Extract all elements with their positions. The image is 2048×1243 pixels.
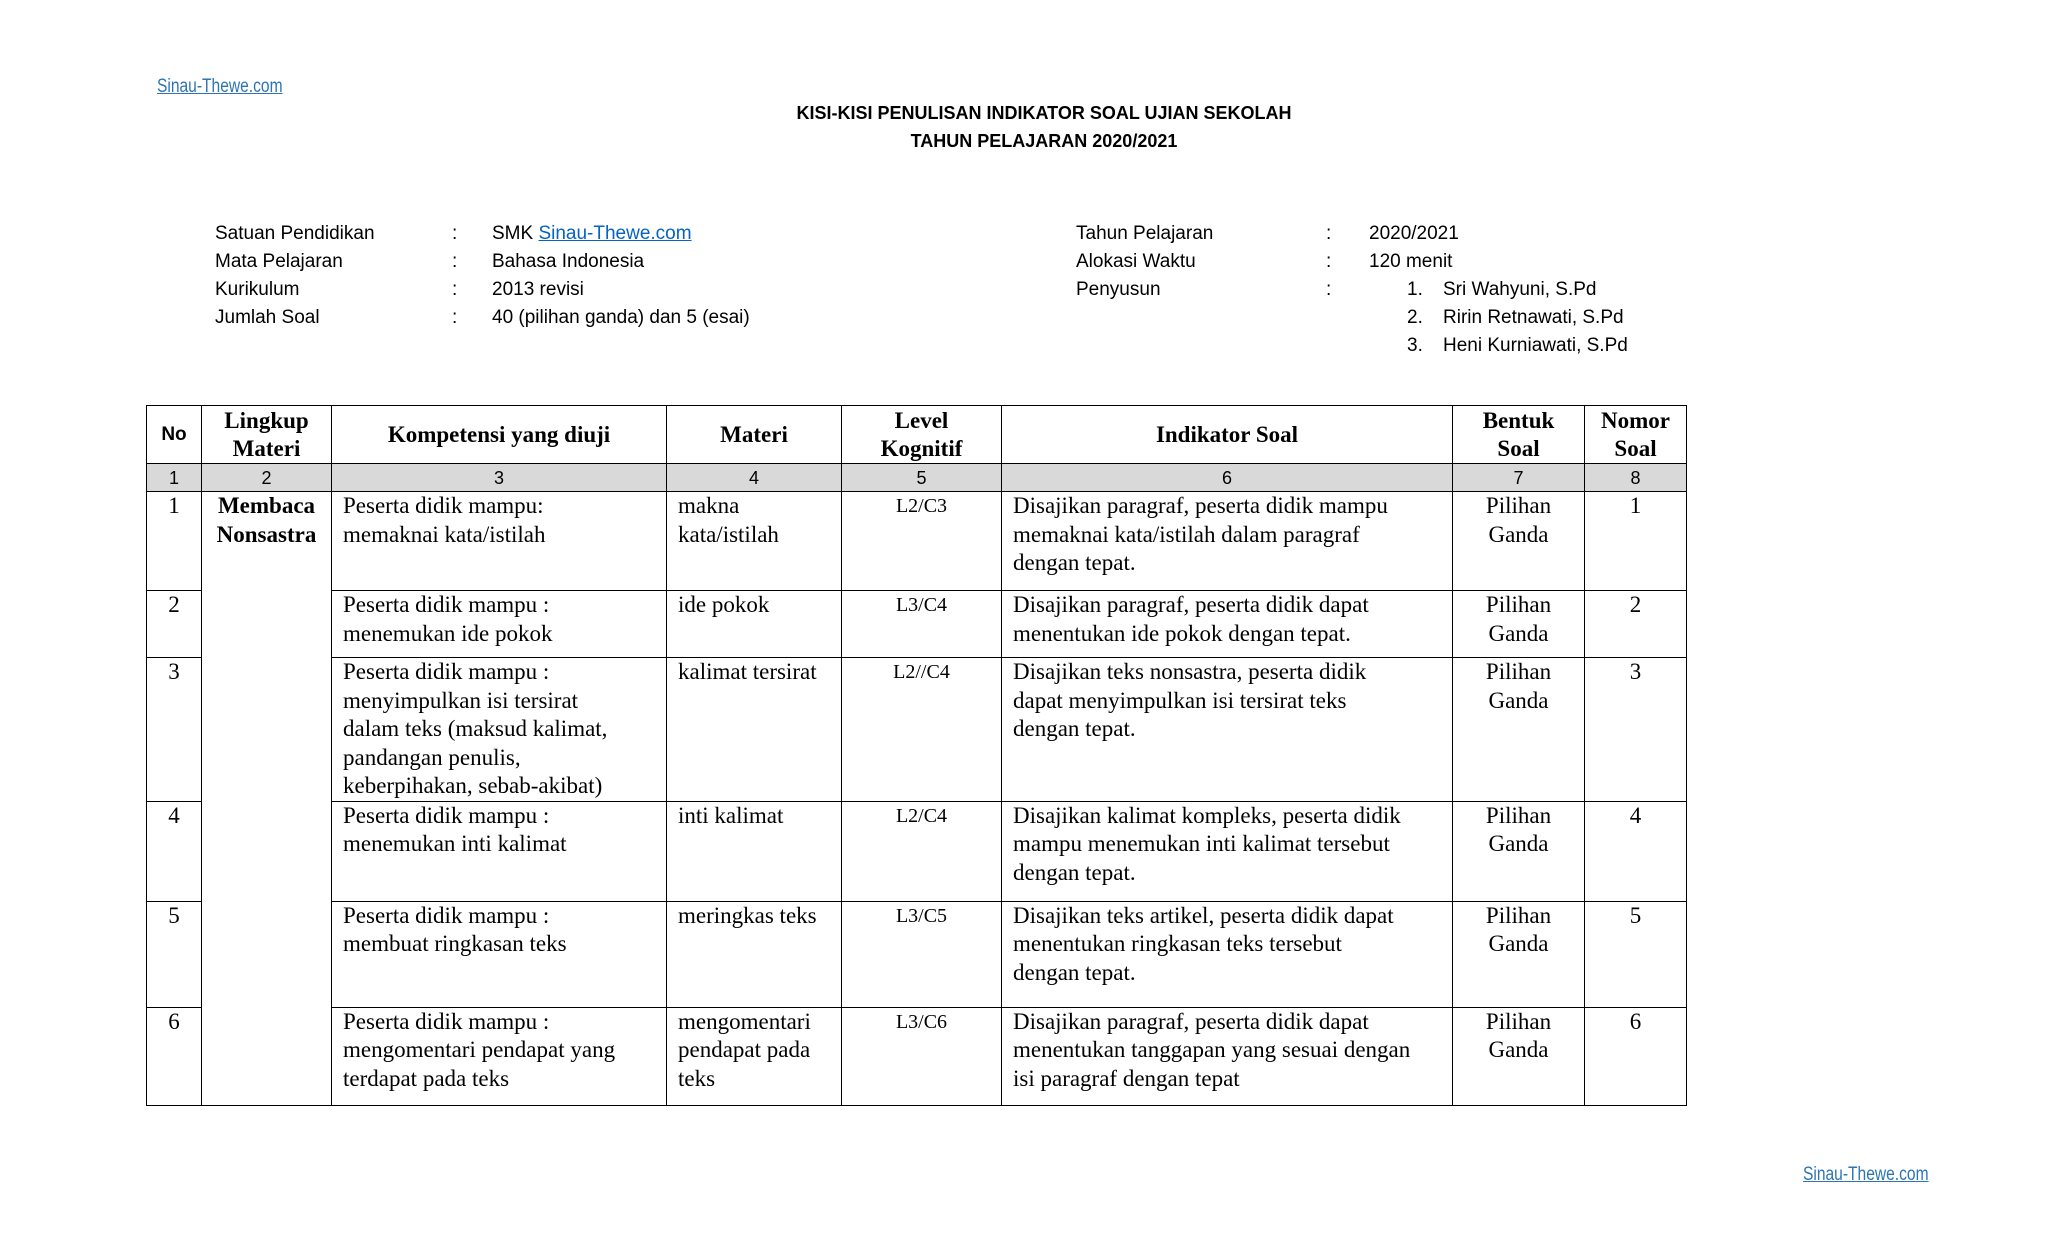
- header-line: Nomor: [1601, 407, 1670, 433]
- watermark-link-bottom[interactable]: Sinau-Thewe.com: [1803, 1164, 1929, 1185]
- cell-level: L2/C4: [842, 801, 1002, 901]
- header-line: Soal: [1614, 435, 1657, 461]
- header-nomor-soal: [1585, 406, 1687, 464]
- cell-materi: [667, 1007, 842, 1105]
- cell-line: meringkas teks: [678, 902, 817, 928]
- cell-level: L2//C4: [842, 658, 1002, 802]
- cell-line: Pilihan: [1485, 592, 1552, 617]
- cell-nomor: 6: [1585, 1007, 1687, 1105]
- cell-line: menemukan inti kalimat: [343, 831, 567, 856]
- cell-line: dengan tepat.: [1013, 550, 1136, 575]
- header-kompetensi: Kompetensi yang diuji: [332, 406, 667, 464]
- cell-line: kata/istilah: [678, 521, 779, 547]
- cell-line: dalam teks (maksud kalimat,: [343, 716, 608, 741]
- cell-line: pandangan penulis,: [343, 744, 521, 770]
- cell-line: dengan tepat.: [1013, 859, 1136, 885]
- cell-indikator: [1002, 901, 1453, 1007]
- column-index: 3: [332, 464, 667, 492]
- cell-indikator: [1002, 801, 1453, 901]
- cell-line: Peserta didik mampu :: [343, 659, 550, 684]
- cell-line: menemukan ide pokok: [343, 620, 553, 646]
- cell-materi: [667, 591, 842, 658]
- cell-line: Disajikan paragraf, peserta didik dapat: [1013, 1008, 1369, 1034]
- cell-line: Disajikan teks nonsastra, peserta didik: [1013, 659, 1367, 684]
- cell-materi: [667, 901, 842, 1007]
- cell-nomor: 2: [1585, 591, 1687, 658]
- cell-line: Pilihan: [1485, 659, 1552, 684]
- penyusun-number: 2.: [1407, 307, 1423, 328]
- info-value: 40 (pilihan ganda) dan 5 (esai): [492, 307, 750, 328]
- cell-line: Peserta didik mampu :: [343, 802, 550, 828]
- cell-nomor: 4: [1585, 801, 1687, 901]
- cell-level: L3/C6: [842, 1007, 1002, 1105]
- info-value: [492, 220, 692, 248]
- cell-nomor: 1: [1585, 492, 1687, 591]
- cell-line: menentukan ide pokok dengan tepat.: [1013, 620, 1351, 646]
- info-value: 2013 revisi: [492, 279, 584, 300]
- cell-line: Nonsastra: [216, 521, 317, 547]
- penyusun-row: [1076, 332, 1776, 360]
- cell-line: mengomentari pendapat yang: [343, 1037, 616, 1062]
- header-line: Level: [894, 407, 949, 433]
- cell-line: isi paragraf dengan tepat: [1013, 1065, 1240, 1091]
- header-no: No: [147, 406, 202, 464]
- info-row-kurikulum: [215, 276, 915, 304]
- cell-line: kalimat tersirat: [678, 659, 817, 684]
- info-row-penyusun: [1076, 276, 1776, 304]
- cell-kompetensi: [332, 492, 667, 591]
- cell-bentuk: [1453, 658, 1585, 802]
- cell-line: Disajikan paragraf, peserta didik mampu: [1013, 493, 1388, 518]
- column-index: 7: [1453, 464, 1585, 492]
- column-index: 8: [1585, 464, 1687, 492]
- info-colon: :: [1326, 279, 1332, 300]
- cell-line: dapat menyimpulkan isi tersirat teks: [1013, 687, 1347, 713]
- cell-line: keberpihakan, sebab-akibat): [343, 773, 603, 798]
- cell-kompetensi: [332, 901, 667, 1007]
- cell-line: memaknai kata/istilah dalam paragraf: [1013, 521, 1360, 547]
- header-lingkup-materi: [202, 406, 332, 464]
- info-label: Jumlah Soal: [215, 307, 320, 328]
- cell-line: Peserta didik mampu :: [343, 592, 550, 617]
- cell-no: 2: [147, 591, 202, 658]
- cell-line: memaknai kata/istilah: [343, 521, 546, 547]
- cell-no: 5: [147, 901, 202, 1007]
- cell-line: ide pokok: [678, 592, 770, 617]
- penyusun-name: Sri Wahyuni, S.Pd: [1443, 279, 1597, 300]
- cell-line: Pilihan: [1485, 493, 1552, 518]
- cell-materi: [667, 658, 842, 802]
- cell-line: Pilihan: [1485, 802, 1552, 828]
- info-block-right: [1076, 220, 1776, 360]
- cell-kompetensi: [332, 801, 667, 901]
- cell-nomor: 5: [1585, 901, 1687, 1007]
- info-block-left: [215, 220, 915, 332]
- cell-line: Peserta didik mampu :: [343, 1008, 550, 1034]
- table-row: [147, 658, 1687, 802]
- column-index: 2: [202, 464, 332, 492]
- cell-line: mampu menemukan inti kalimat tersebut: [1013, 831, 1390, 856]
- kisi-kisi-table: [146, 405, 1687, 1106]
- cell-line: membuat ringkasan teks: [343, 931, 567, 956]
- info-value-prefix: SMK: [492, 223, 539, 244]
- cell-line: Pilihan: [1485, 1008, 1552, 1034]
- info-value: 2020/2021: [1369, 223, 1459, 244]
- info-label: Penyusun: [1076, 279, 1161, 300]
- cell-nomor: 3: [1585, 658, 1687, 802]
- info-row-jumlah-soal: [215, 304, 915, 332]
- info-value: 120 menit: [1369, 251, 1453, 272]
- info-colon: :: [452, 307, 458, 328]
- info-label: Satuan Pendidikan: [215, 223, 375, 244]
- info-colon: :: [1326, 251, 1332, 272]
- cell-line: makna: [678, 493, 740, 518]
- column-index: 4: [667, 464, 842, 492]
- info-colon: :: [1326, 223, 1332, 244]
- cell-line: Ganda: [1488, 831, 1549, 856]
- cell-line: terdapat pada teks: [343, 1065, 510, 1091]
- cell-indikator: [1002, 1007, 1453, 1105]
- cell-kompetensi: [332, 1007, 667, 1105]
- cell-line: Disajikan teks artikel, peserta didik dapat: [1013, 902, 1394, 928]
- penyusun-row: [1076, 304, 1776, 332]
- cell-no: 6: [147, 1007, 202, 1105]
- cell-level: L3/C4: [842, 591, 1002, 658]
- cell-line: Ganda: [1488, 687, 1549, 713]
- cell-line: Pilihan: [1485, 902, 1552, 928]
- cell-line: mengomentari: [678, 1008, 811, 1034]
- header-line: Lingkup: [224, 407, 309, 433]
- column-index: 5: [842, 464, 1002, 492]
- info-label: Mata Pelajaran: [215, 251, 343, 272]
- penyusun-name: Heni Kurniawati, S.Pd: [1443, 335, 1628, 356]
- header-line: Soal: [1497, 435, 1540, 461]
- school-link[interactable]: Sinau-Thewe.com: [538, 223, 692, 244]
- info-colon: :: [452, 251, 458, 272]
- cell-line: Membaca: [217, 493, 316, 518]
- info-colon: :: [452, 223, 458, 244]
- cell-line: Disajikan kalimat kompleks, peserta didik: [1013, 802, 1401, 828]
- cell-line: Peserta didik mampu:: [343, 493, 544, 518]
- header-materi: Materi: [667, 406, 842, 464]
- cell-kompetensi: [332, 591, 667, 658]
- table-row: [147, 801, 1687, 901]
- cell-level: L3/C5: [842, 901, 1002, 1007]
- header-line: Kognitif: [880, 435, 963, 461]
- info-row-satuan-pendidikan: [215, 220, 915, 248]
- cell-line: Ganda: [1488, 1037, 1549, 1062]
- info-row-alokasi-waktu: [1076, 248, 1776, 276]
- table-row: [147, 591, 1687, 658]
- cell-line: menentukan tanggapan yang sesuai dengan: [1013, 1037, 1411, 1062]
- cell-indikator: [1002, 492, 1453, 591]
- info-value: Bahasa Indonesia: [492, 251, 645, 272]
- cell-materi: [667, 801, 842, 901]
- cell-level: L2/C3: [842, 492, 1002, 591]
- watermark-link-top[interactable]: Sinau-Thewe.com: [157, 76, 283, 97]
- cell-line: Ganda: [1488, 931, 1549, 956]
- cell-bentuk: [1453, 801, 1585, 901]
- cell-bentuk: [1453, 492, 1585, 591]
- penyusun-number: 3.: [1407, 335, 1423, 356]
- table-row: [147, 492, 1687, 591]
- cell-bentuk: [1453, 591, 1585, 658]
- cell-no: 1: [147, 492, 202, 591]
- cell-materi: [667, 492, 842, 591]
- table-row: [147, 901, 1687, 1007]
- table-row: [147, 1007, 1687, 1105]
- info-label: Alokasi Waktu: [1076, 251, 1196, 272]
- cell-kompetensi: [332, 658, 667, 802]
- cell-line: inti kalimat: [678, 802, 784, 828]
- cell-line: menentukan ringkasan teks tersebut: [1013, 931, 1342, 956]
- table-header-row: [147, 406, 1687, 464]
- cell-no: 4: [147, 801, 202, 901]
- cell-indikator: [1002, 591, 1453, 658]
- info-label: Tahun Pelajaran: [1076, 223, 1214, 244]
- penyusun-number: 1.: [1407, 279, 1423, 300]
- cell-no: 3: [147, 658, 202, 802]
- header-line: Bentuk: [1482, 407, 1555, 433]
- penyusun-name: Ririn Retnawati, S.Pd: [1443, 307, 1624, 328]
- cell-lingkup-materi: [202, 492, 332, 1106]
- info-row-mata-pelajaran: [215, 248, 915, 276]
- info-row-tahun-pelajaran: [1076, 220, 1776, 248]
- cell-line: menyimpulkan isi tersirat: [343, 687, 579, 713]
- info-label: Kurikulum: [215, 279, 300, 300]
- cell-line: Peserta didik mampu :: [343, 902, 550, 928]
- column-index-row: [147, 464, 1687, 492]
- cell-line: Ganda: [1488, 620, 1549, 646]
- cell-line: Ganda: [1488, 521, 1549, 547]
- cell-bentuk: [1453, 1007, 1585, 1105]
- info-colon: :: [452, 279, 458, 300]
- header-level-kognitif: [842, 406, 1002, 464]
- column-index: 1: [147, 464, 202, 492]
- cell-indikator: [1002, 658, 1453, 802]
- document-subtitle: TAHUN PELAJARAN 2020/2021: [910, 131, 1178, 151]
- header-bentuk-soal: [1453, 406, 1585, 464]
- cell-line: pendapat pada: [678, 1037, 811, 1062]
- cell-line: Disajikan paragraf, peserta didik dapat: [1013, 592, 1369, 617]
- column-index: 6: [1002, 464, 1453, 492]
- header-indikator: Indikator Soal: [1002, 406, 1453, 464]
- document-title: KISI-KISI PENULISAN INDIKATOR SOAL UJIAN SEKOLAH: [796, 103, 1292, 123]
- cell-line: dengan tepat.: [1013, 716, 1136, 741]
- cell-line: teks: [678, 1065, 716, 1091]
- cell-line: dengan tepat.: [1013, 959, 1136, 985]
- cell-bentuk: [1453, 901, 1585, 1007]
- header-line: Materi: [232, 435, 301, 461]
